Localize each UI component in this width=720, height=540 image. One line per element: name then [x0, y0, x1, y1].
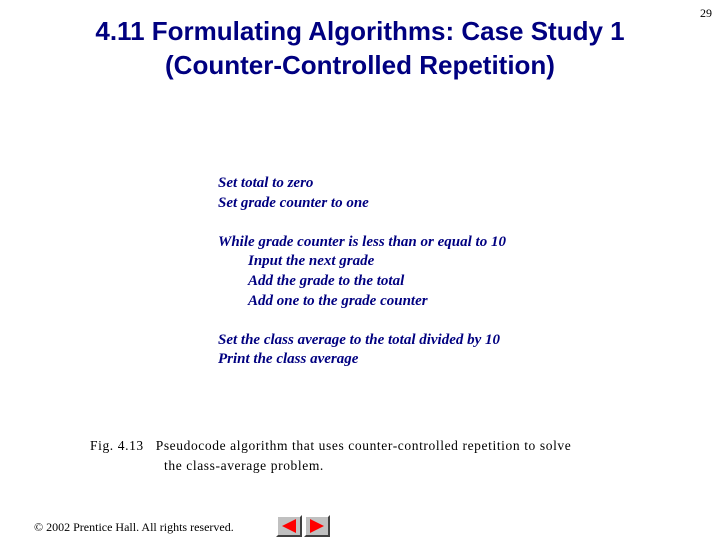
figure-caption [90, 436, 650, 476]
next-slide-button[interactable] [304, 515, 330, 537]
figure-caption-line-1: Fig. 4.13 Pseudocode algorithm that uses counter-controlled repetition to solve [90, 438, 572, 453]
slide-title [40, 14, 680, 82]
copyright-notice: © 2002 Prentice Hall. All rights reserved. [34, 520, 234, 534]
pseudocode-line: Add one to the grade counter [248, 292, 428, 309]
pseudocode-block [218, 174, 638, 370]
pseudocode-line: Set total to zero [218, 175, 314, 191]
previous-slide-button[interactable] [276, 515, 302, 537]
pseudocode-spacer [218, 213, 638, 233]
slide-title-line-2: (Counter-Controlled Repetition) [165, 50, 555, 80]
triangle-right-icon [308, 519, 326, 533]
pseudocode-spacer [218, 311, 638, 331]
figure-caption-line-2: the class-average problem. [164, 458, 324, 473]
slide-navigation [276, 515, 330, 537]
page-number: 29 [700, 6, 712, 20]
pseudocode-line: Set grade counter to one [218, 194, 369, 211]
pseudocode-line: Input the next grade [248, 253, 375, 270]
pseudocode-line: Add the grade to the total [248, 272, 405, 289]
pseudocode-line: Print the class average [218, 351, 359, 368]
triangle-left-icon [280, 519, 298, 533]
slide-title-line-1: 4.11 Formulating Algorithms: Case Study 1 [95, 16, 625, 46]
pseudocode-line: Set the class average to the total divided by 10 [218, 331, 501, 348]
pseudocode-line: While grade counter is less than or equal to 10 [218, 233, 506, 250]
